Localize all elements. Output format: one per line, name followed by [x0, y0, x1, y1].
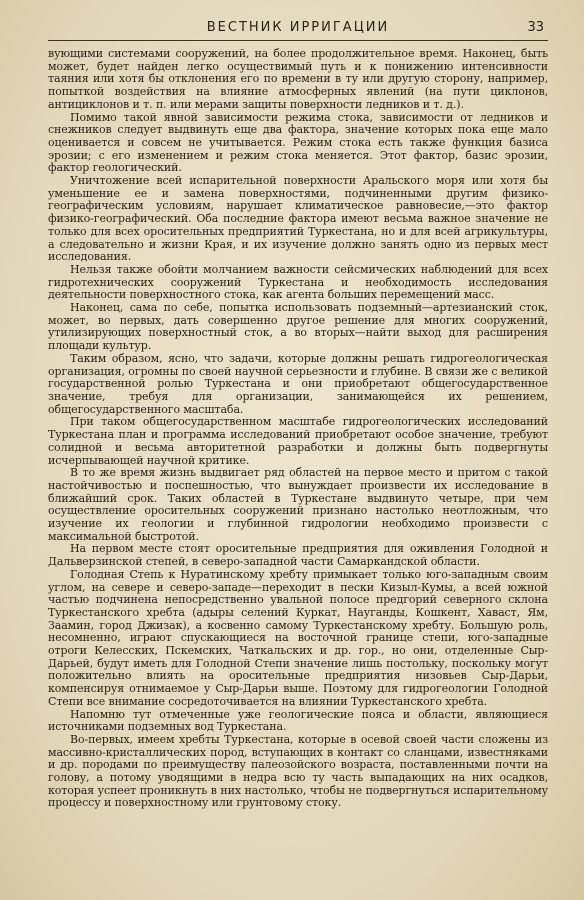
- paragraph: Напомню тут отмеченные уже геологические пояса и области, являющиеся источниками подземных вод Туркестана.: [48, 707, 548, 734]
- article-body: [48, 48, 548, 810]
- paragraph: Наконец, сама по себе, попытка использовать подземный—артезианский сток, может, во первых, дать совершенно другое решение для многих сооружений, утилизирующих поверхностный сток, а во вторых—найти выход для расширения площади культур.: [48, 301, 548, 353]
- paragraph: Таким образом, ясно, что задачи, которые должны решать гидрогеологическая организация, огромны по своей научной серьезности и глубине. В связи же с великой государственной ролью Туркестана и они приобретают общегосударственное значение, требуя для организации, занимающейся их решением, общегосударственного масштаба.: [48, 351, 548, 416]
- journal-title: ВЕСТНИК ИРРИГАЦИИ: [206, 20, 390, 35]
- paragraph: При таком общегосударственном масштабе гидрогеологических исследований Туркестана план и программа исследований приобретают особое значение, требуют солидной и весьма авторитетной разработки и должны быть подвергнуты исчерпывающей научной критике.: [48, 415, 548, 467]
- paragraph: В то же время жизнь выдвигает ряд областей на первое место и притом с такой настойчивостью и поспешностью, что вынуждает произвести их исследование в ближайший срок. Таких областей в Туркестане выдвинуто четыре, при чем осуществление оросительных сооружений признано настолько неотложным, что изучение их геологии и глубинной гидрологии необходимо произвести с максимальной быстротой.: [48, 466, 548, 543]
- page-header: [48, 18, 548, 41]
- paragraph: Голодная Степь к Нуратинскому хребту примыкает только юго-западным своим углом, на севере и северо-западе—переходит в пески Кизыл-Кумы, а всей южной частью подчинена непосредственно увальной полосе предгорий северного склона Туркестанского хребта (адыры селений Куркат, Науганды, Кошкент, Хаваст, Ям, Заамин, город Джизак), а косвенно самому Туркестанскому хребту. Большую роль, несомненно, играют спускающиеся на восточной границе степи, юго-западные отроги Келесских, Пскемских, Чаткальских и др. гор., но они, отделенные Сыр-Дарьей, будут иметь для Голодной Степи значение лишь постольку, поскольку могут положительно влиять на оросительные предприятия низовьев Сыр-Дарьи, компенсируя отнимаемое у Сыр-Дарьи выше. Поэтому для гидрогеологии Голодной Степи все внимание сосредоточивается на влиянии Туркестанского хребта.: [48, 567, 548, 708]
- paragraph: вующими системами сооружений, на более продолжительное время. Наконец, быть может, будет найден легко осуществимый путь и к понижению интенсивности таяния или хотя бы отклонения его по времени в ту или другую сторону, например, попыткой воздействия на влияние атмосферных явлений (на пути циклонов, антициклонов и т. п. или мерами защиты поверхности ледников и т. д.).: [48, 47, 548, 111]
- paragraph: Во-первых, имеем хребты Туркестана, которые в осевой своей части сложены из массивно-кристаллических пород, вступающих в контакт со сланцами, известняками и др. породами по преимуществу палеозойского возраста, поставленными почти на голову, а потому уводящими в недра всю ту часть выпадающих на них осадков, которая успеет проникнуть в них настолько, чтобы не подвергнуться испарительному процессу и поверхностному или грунтовому стоку.: [48, 732, 548, 810]
- page-number: 33: [527, 20, 544, 35]
- paragraph: Нельзя также обойти молчанием важности сейсмических наблюдений для всех гидротехнических сооружений Туркестана и необходимость исследования деятельности поверхностного стока, как агента больших перемещений масс.: [48, 262, 548, 302]
- paragraph: Уничтожение всей испарительной поверхности Аральского моря или хотя бы уменьшение ее и замена поверхностями, подчиненными другим физико-географическим условиям, нарушает климатическое равновесие,—это фактор физико-географический. Оба последние фактора имеют весьма важное значение не только для всех оросительных предприятий Туркестана, но и для всей агрикультуры, а следовательно и жизни Края, и их изучение должно занять одно из первых мест исследования.: [48, 174, 548, 264]
- paragraph: Помимо такой явной зависимости режима стока, зависимости от ледников и снежников следует выдвинуть еще два фактора, значение которых пока еще мало оценивается и совсем не учитывается. Режим стока есть также функция базиса эрозии; с его изменением и режим стока меняется. Этот фактор, базис эрозии, фактор геологический.: [48, 110, 548, 175]
- paragraph: На первом месте стоят оросительные предприятия для оживления Голодной и Дальверзинской степей, в северо-западной части Самаркандской области.: [48, 542, 548, 569]
